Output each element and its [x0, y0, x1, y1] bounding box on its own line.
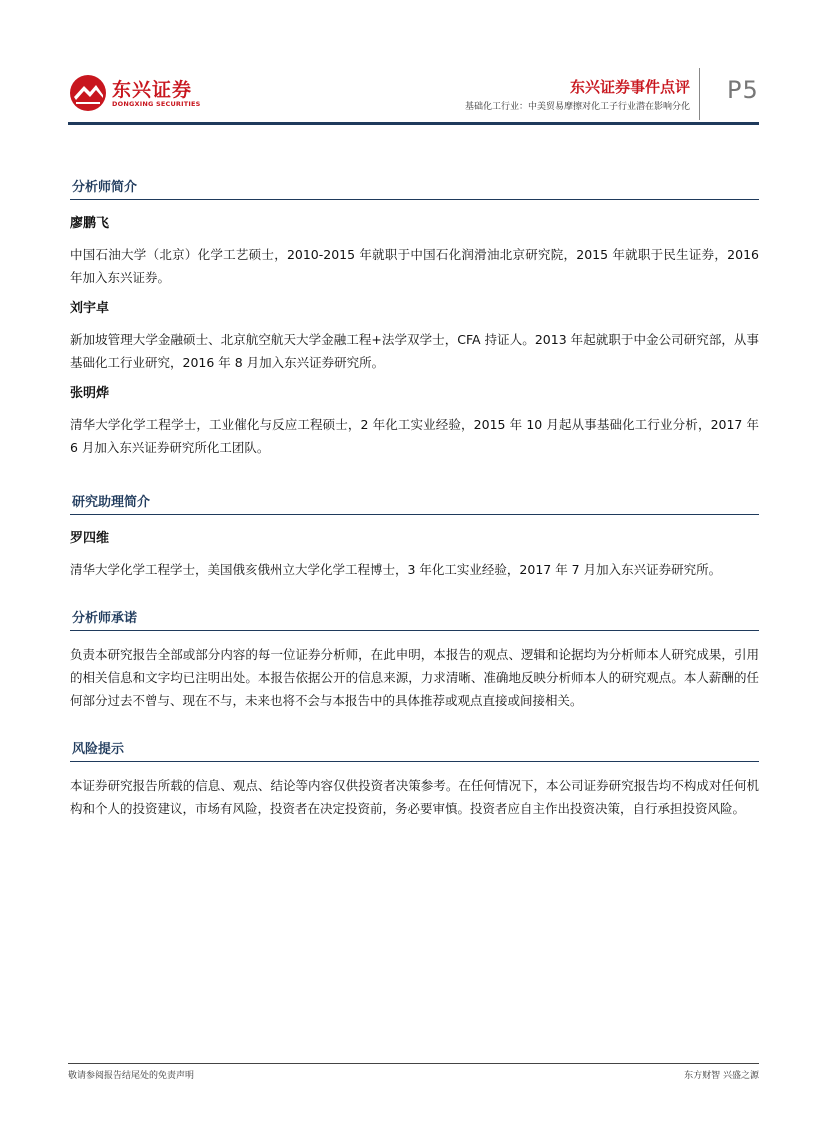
company-logo [68, 73, 208, 113]
logo-english-name: DONGXING SECURITIES [112, 100, 201, 108]
analyst-name: 刘宇卓 [70, 301, 110, 316]
header-divider [699, 68, 700, 120]
logo-mark-icon [68, 73, 108, 113]
page-content [70, 172, 759, 828]
footer-rule [68, 1063, 759, 1064]
commitment-text: 负责本研究报告全部或部分内容的每一位证券分析师，在此申明，本报告的观点、逻辑和论据均为分析师本人研究成果，引用的相关信息和文字均已注明出处。本报告依据公开的信息来源，力求清晰、准确地反映分析师本人的研究观点。本人薪酬的任何部分过去不曾与、现在不与，未来也将不会与本报告中的具体推荐或观点直接或间接相关。 [70, 647, 759, 708]
section-title-analysts: 分析师简介 [70, 172, 759, 200]
page-header [0, 0, 827, 130]
logo-chinese-name: 东兴证券 [112, 79, 193, 101]
document-subtitle: 基础化工行业：中美贸易摩擦对化工子行业潜在影响分化 [464, 102, 690, 112]
footer-slogan: 东方财智 兴盛之源 [684, 1071, 759, 1081]
assistant-bio: 清华大学化学工程学士，美国俄亥俄州立大学化学工程博士，3 年化工实业经验，2017 年 7 月加入东兴证券研究所。 [70, 562, 722, 577]
analyst-bio: 新加坡管理大学金融硕士、北京航空航天大学金融工程+法学双学士，CFA 持证人。2013 年起就职于中金公司研究部，从事基础化工行业研究，2016 年 8 月加入东兴证券研究所。 [70, 332, 759, 370]
footer-disclaimer-note: 敬请参阅报告结尾处的免责声明 [68, 1071, 195, 1081]
assistant-name: 罗四维 [70, 531, 110, 546]
analyst-bio: 中国石油大学（北京）化学工艺硕士，2010-2015 年就职于中国石化润滑油北京研究院，2015 年就职于民生证券，2016 年加入东兴证券。 [70, 247, 759, 285]
header-rule [68, 122, 759, 125]
section-title-assistants: 研究助理简介 [70, 487, 759, 515]
analyst-name: 廖鹏飞 [70, 216, 110, 231]
page-number: P5 [727, 76, 759, 104]
section-title-risk: 风险提示 [70, 734, 759, 762]
section-title-commitment: 分析师承诺 [70, 603, 759, 631]
analyst-bio: 清华大学化学工程学士，工业催化与反应工程硕士，2 年化工实业经验，2015 年 10 月起从事基础化工行业分析，2017 年 6 月加入东兴证券研究所化工团队。 [70, 417, 759, 455]
analyst-name: 张明烨 [70, 386, 110, 401]
document-type: 东兴证券事件点评 [569, 78, 690, 96]
risk-text: 本证券研究报告所载的信息、观点、结论等内容仅供投资者决策参考。在任何情况下，本公司证券研究报告均不构成对任何机构和个人的投资建议，市场有风险，投资者在决定投资前，务必要审慎。投资者应自主作出投资决策，自行承担投资风险。 [70, 778, 759, 816]
